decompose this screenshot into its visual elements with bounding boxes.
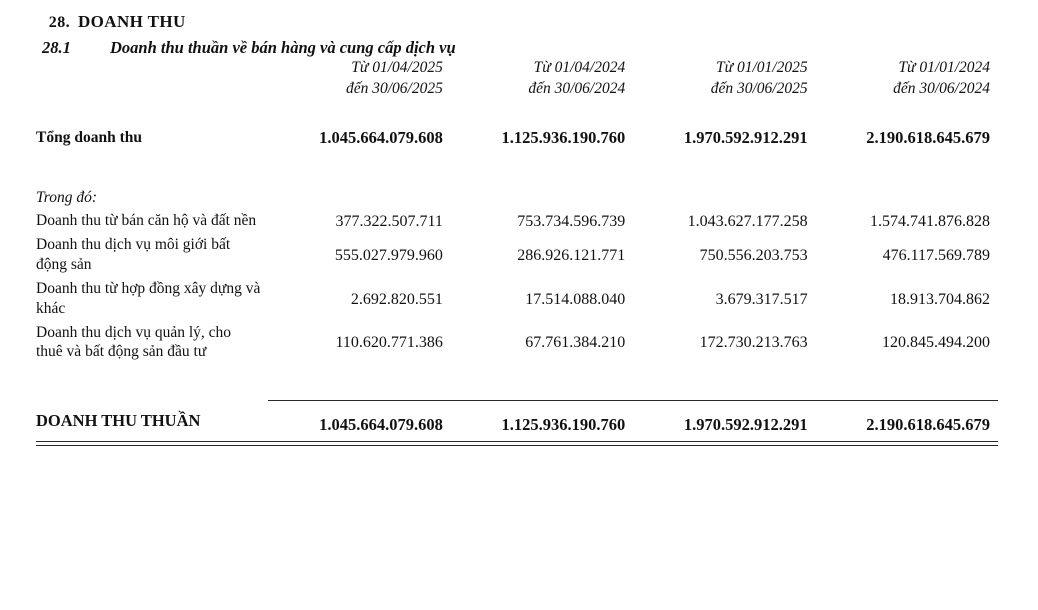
column-header-1-line2: đến 30/06/2025 [345, 79, 443, 97]
row-2-value-3: 750.556.203.753 [699, 247, 808, 265]
column-header-1 [268, 58, 450, 100]
column-header-2-line1: Từ 01/04/2024 [533, 59, 626, 76]
spacer-row [36, 154, 998, 188]
row-4-value-4: 120.845.494.200 [882, 334, 990, 352]
column-header-1-line1: Từ 01/04/2025 [351, 59, 443, 76]
subsection-number: 28.1 [42, 38, 71, 57]
row-3-value-2: 17.514.088.040 [525, 290, 626, 308]
total-label: Tổng doanh thu [36, 128, 142, 146]
note-heading [36, 12, 998, 32]
column-header-3-line2: đến 30/06/2025 [710, 79, 808, 97]
total-value-1: 1.045.664.079.608 [319, 127, 443, 147]
net-label: DOANH THU THUẦN [36, 411, 201, 431]
row-3-value-3: 3.679.317.517 [715, 290, 808, 308]
column-header-3-line1: Từ 01/01/2025 [716, 59, 808, 76]
row-2-value-2: 286.926.121.771 [517, 247, 626, 265]
table-row-net [36, 401, 998, 435]
subsection-heading [36, 38, 998, 58]
net-value-4: 2.190.618.645.679 [866, 415, 990, 435]
row-1-value-2: 753.734.596.739 [517, 213, 626, 231]
row-3-value-4: 18.913.704.862 [890, 290, 990, 308]
note-number: 28. [48, 14, 70, 31]
row-4-value-2: 67.761.384.210 [525, 334, 626, 352]
net-revenue-section [36, 400, 998, 446]
table-row [36, 321, 998, 365]
row-label-1: Doanh thu từ bán căn hộ và đất nền [36, 212, 257, 230]
row-label-3: Doanh thu từ hợp đồng xây dựng và khác [36, 279, 261, 317]
table-header-row [36, 58, 998, 100]
net-value-1: 1.045.664.079.608 [319, 415, 443, 435]
subsection-title: Doanh thu thuần về bán hàng và cung cấp dịch vụ [110, 38, 456, 57]
table-row-total [36, 100, 998, 154]
row-label-2: Doanh thu dịch vụ môi giới bất động sản [36, 236, 231, 274]
total-value-3: 1.970.592.912.291 [683, 127, 808, 147]
table-row [36, 209, 998, 233]
total-value-2: 1.125.936.190.760 [501, 127, 626, 147]
row-4-value-3: 172.730.213.763 [699, 334, 808, 352]
row-label-4: Doanh thu dịch vụ quản lý, cho thuê và bất động sản đầu tư [36, 323, 232, 361]
row-1-value-3: 1.043.627.177.258 [687, 213, 808, 231]
row-4-value-1: 110.620.771.386 [335, 334, 443, 352]
row-2-value-4: 476.117.569.789 [882, 247, 990, 265]
note-title: DOANH THU [78, 12, 186, 31]
column-header-4 [816, 58, 998, 100]
net-revenue-table [36, 401, 998, 435]
column-header-2 [451, 58, 633, 100]
column-header-4-line1: Từ 01/01/2024 [898, 59, 990, 76]
column-header-3 [633, 58, 815, 100]
bottom-double-rule [36, 441, 998, 446]
revenue-table [36, 58, 998, 364]
table-row [36, 277, 998, 321]
column-header-2-line2: đến 30/06/2024 [528, 79, 626, 97]
column-header-4-line2: đến 30/06/2024 [893, 79, 990, 97]
row-1-value-4: 1.574.741.876.828 [870, 213, 990, 231]
row-2-value-1: 555.027.979.960 [334, 247, 443, 265]
net-value-3: 1.970.592.912.291 [683, 415, 808, 435]
header-spacer [36, 58, 268, 100]
row-3-value-1: 2.692.820.551 [350, 290, 443, 308]
row-1-value-1: 377.322.507.711 [335, 213, 443, 231]
net-value-2: 1.125.936.190.760 [501, 415, 626, 435]
table-row [36, 233, 998, 277]
total-value-4: 2.190.618.645.679 [866, 127, 990, 147]
breakdown-note: Trong đó: [36, 188, 98, 206]
table-row-breakdown-note [36, 188, 998, 210]
